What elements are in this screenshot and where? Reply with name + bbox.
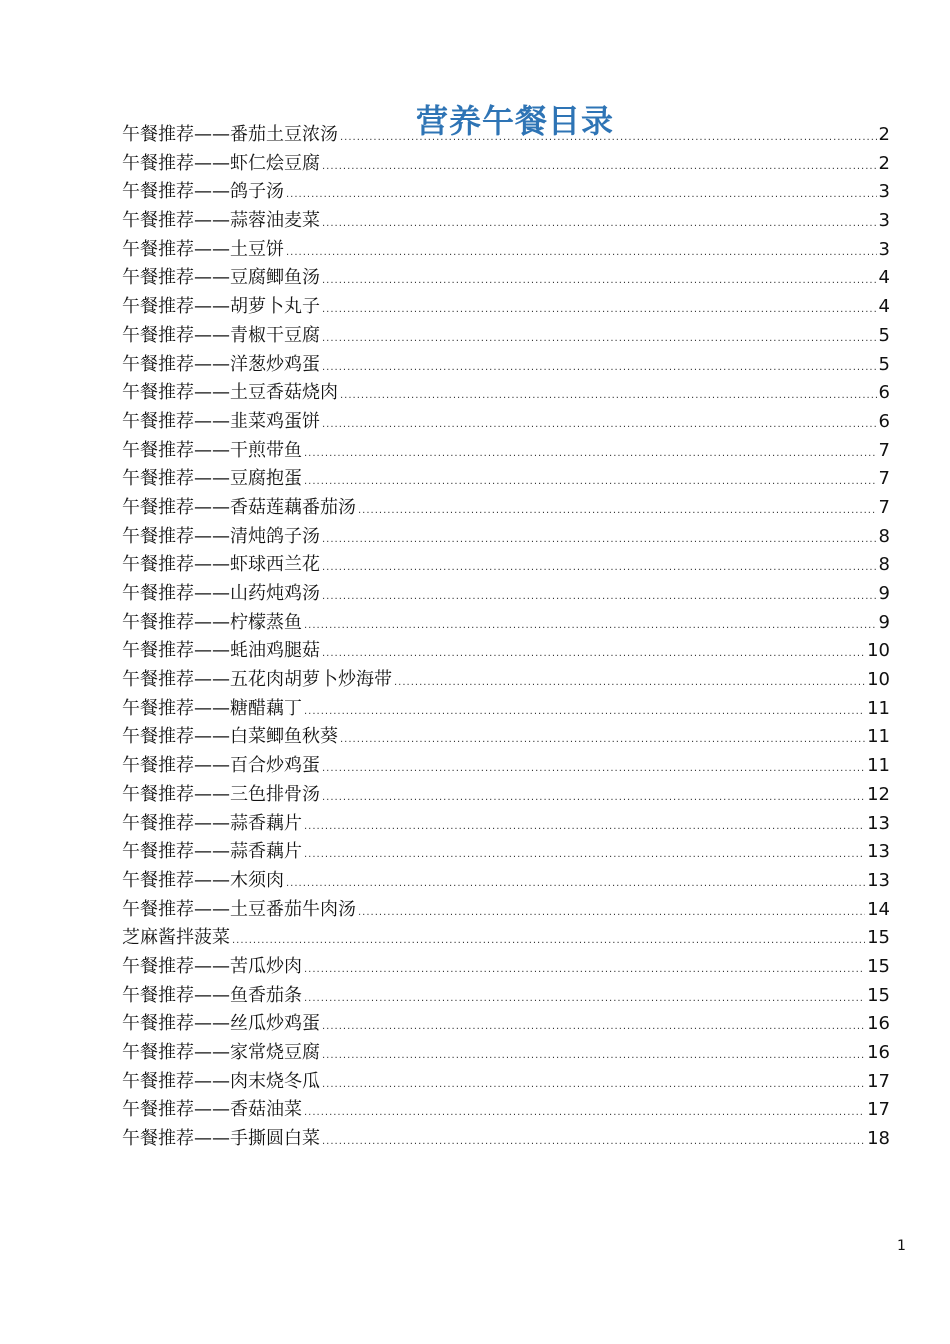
toc-entry[interactable] [122,1125,890,1154]
toc-entry[interactable] [122,723,890,752]
toc-entry-page-number: 11 [867,755,890,777]
toc-entry-page-number: 18 [867,1128,890,1150]
toc-entry[interactable] [122,1096,890,1125]
toc-entry[interactable] [122,637,890,666]
toc-entry-title: 午餐推荐——苦瓜炒肉 [122,955,302,977]
toc-entry-page-number: 5 [878,353,890,375]
page-number: 1 [897,1238,906,1254]
toc-entry-title: 午餐推荐——糖醋藕丁 [122,697,302,719]
toc-entry-title: 午餐推荐——三色排骨汤 [122,783,320,805]
toc-dot-leader [304,985,865,1014]
toc-dot-leader [304,612,877,641]
toc-entry[interactable] [122,293,890,322]
toc-entry[interactable] [122,1068,890,1097]
toc-entry[interactable] [122,924,890,953]
toc-entry-page-number: 8 [878,554,890,576]
toc-dot-leader [358,899,865,928]
toc-entry-page-number: 10 [867,640,890,662]
toc-dot-leader [322,755,865,784]
toc-entry-page-number: 3 [878,181,890,203]
toc-entry[interactable] [122,408,890,437]
toc-dot-leader [304,1099,865,1128]
toc-entry-page-number: 15 [867,955,890,977]
toc-entry[interactable] [122,666,890,695]
toc-entry[interactable] [122,1010,890,1039]
toc-dot-leader [322,296,877,325]
toc-entry-title: 午餐推荐——百合炒鸡蛋 [122,755,320,777]
toc-dot-leader [322,354,877,383]
toc-entry-title: 午餐推荐——蒜蓉油麦菜 [122,210,320,232]
toc-entry-title: 午餐推荐——山药炖鸡汤 [122,583,320,604]
toc-entry-page-number: 2 [878,124,890,145]
toc-entry-page-number: 3 [878,238,890,260]
toc-entry-title: 午餐推荐——清炖鸽子汤 [122,525,320,547]
toc-entry-title: 午餐推荐——香菇莲藕番茄汤 [122,496,356,518]
toc-entry-title: 午餐推荐——韭菜鸡蛋饼 [122,410,320,432]
toc-entry-title: 午餐推荐——土豆番茄牛肉汤 [122,898,356,920]
toc-dot-leader [322,640,865,669]
toc-entry-page-number: 6 [878,410,890,432]
toc-dot-leader [322,526,877,555]
toc-entry-title: 午餐推荐——蒜香藕片 [122,841,302,863]
toc-dot-leader [304,468,877,497]
toc-entry-page-number: 6 [878,382,890,404]
toc-entry-page-number: 15 [867,984,890,1006]
toc-entry[interactable] [122,752,890,781]
toc-dot-leader [394,669,865,698]
toc-entry[interactable] [122,207,890,236]
toc-entry-page-number: 13 [867,812,890,834]
toc-entry-title: 午餐推荐——豆腐抱蛋 [122,468,302,490]
toc-entry-title: 午餐推荐——肉末烧冬瓜 [122,1070,320,1092]
toc-entry[interactable] [122,465,890,494]
toc-dot-leader [304,841,865,870]
toc-dot-leader [286,181,877,210]
toc-entry[interactable] [122,351,890,380]
toc-entry-page-number: 2 [878,152,890,174]
toc-entry[interactable] [122,551,890,580]
toc-dot-leader [304,698,865,727]
toc-entry-page-number: 15 [867,927,890,949]
toc-entry[interactable] [122,236,890,265]
toc-entry[interactable] [122,264,890,293]
toc-dot-leader [286,239,877,268]
toc-entry[interactable] [122,838,890,867]
toc-entry-page-number: 4 [878,296,890,318]
toc-entry[interactable] [122,896,890,925]
toc-dot-leader [340,382,877,411]
toc-dot-leader [304,813,865,842]
toc-dot-leader [304,956,865,985]
toc-entry-page-number: 7 [878,439,890,461]
toc-entry-title: 午餐推荐——虾球西兰花 [122,554,320,576]
toc-entry-title: 午餐推荐——鱼香茄条 [122,984,302,1006]
table-of-contents [122,121,890,1154]
toc-entry-title: 午餐推荐——鸽子汤 [122,181,284,203]
toc-entry[interactable] [122,150,890,179]
toc-entry[interactable] [122,121,890,150]
toc-entry[interactable] [122,379,890,408]
toc-entry-title: 午餐推荐——豆腐鲫鱼汤 [122,267,320,289]
toc-entry-page-number: 12 [867,783,890,805]
toc-entry-title: 芝麻酱拌菠菜 [122,927,230,949]
toc-dot-leader [304,440,877,469]
toc-dot-leader [322,784,865,813]
toc-dot-leader [322,554,877,583]
toc-entry-page-number: 7 [878,468,890,490]
toc-entry-page-number: 17 [867,1070,890,1092]
toc-entry-page-number: 13 [867,841,890,863]
toc-entry[interactable] [122,437,890,466]
toc-entry-page-number: 3 [878,210,890,232]
toc-entry-title: 午餐推荐——白菜鲫鱼秋葵 [122,726,338,748]
toc-entry-title: 午餐推荐——胡萝卜丸子 [122,296,320,318]
toc-entry[interactable] [122,178,890,207]
toc-entry-title: 午餐推荐——土豆香菇烧肉 [122,382,338,404]
toc-entry-title: 午餐推荐——蒜香藕片 [122,812,302,834]
toc-entry-page-number: 9 [878,583,890,604]
toc-dot-leader [322,1042,865,1071]
toc-entry[interactable] [122,867,890,896]
toc-entry[interactable] [122,322,890,351]
toc-entry-title: 午餐推荐——手撕圆白菜 [122,1128,320,1150]
toc-entry-title: 午餐推荐——番茄土豆浓汤 [122,124,338,145]
toc-entry-page-number: 16 [867,1013,890,1035]
toc-entry-page-number: 17 [867,1099,890,1121]
toc-entry-title: 午餐推荐——蚝油鸡腿菇 [122,640,320,662]
toc-entry[interactable] [122,810,890,839]
toc-entry-title: 午餐推荐——虾仁烩豆腐 [122,152,320,174]
toc-entry[interactable] [122,580,890,609]
toc-entry-page-number: 9 [878,611,890,633]
toc-dot-leader [322,1071,865,1100]
toc-dot-leader [322,325,877,354]
toc-entry-title: 午餐推荐——柠檬蒸鱼 [122,611,302,633]
toc-entry-page-number: 16 [867,1042,890,1063]
toc-entry-page-number: 11 [867,726,890,748]
toc-entry-title: 午餐推荐——香菇油菜 [122,1099,302,1121]
toc-entry-page-number: 11 [867,697,890,719]
toc-entry-title: 午餐推荐——洋葱炒鸡蛋 [122,353,320,375]
toc-entry-page-number: 4 [878,267,890,289]
toc-entry-title: 午餐推荐——五花肉胡萝卜炒海带 [122,669,392,691]
toc-dot-leader [286,870,865,899]
toc-entry-title: 午餐推荐——土豆饼 [122,238,284,260]
toc-dot-leader [322,153,877,182]
toc-entry-page-number: 5 [878,324,890,346]
toc-entry-title: 午餐推荐——干煎带鱼 [122,439,302,461]
toc-dot-leader [322,411,877,440]
toc-entry-title: 午餐推荐——木须肉 [122,869,284,891]
toc-entry-title: 午餐推荐——青椒干豆腐 [122,324,320,346]
toc-dot-leader [322,583,877,612]
toc-entry[interactable] [122,1039,890,1068]
toc-dot-leader [340,726,865,755]
toc-entry[interactable] [122,695,890,724]
toc-entry[interactable] [122,953,890,982]
toc-entry-page-number: 8 [878,525,890,547]
toc-dot-leader [322,210,877,239]
toc-entry-page-number: 14 [867,898,890,920]
toc-entry[interactable] [122,494,890,523]
toc-entry-title: 午餐推荐——家常烧豆腐 [122,1042,320,1063]
toc-entry[interactable] [122,781,890,810]
toc-dot-leader [322,1128,865,1157]
toc-dot-leader [322,267,877,296]
toc-entry-page-number: 13 [867,869,890,891]
toc-entry-page-number: 7 [878,496,890,518]
toc-entry[interactable] [122,982,890,1011]
toc-dot-leader [322,1013,865,1042]
toc-entry[interactable] [122,523,890,552]
toc-dot-leader [340,124,877,153]
toc-entry-page-number: 10 [867,669,890,691]
toc-entry[interactable] [122,609,890,638]
toc-dot-leader [232,927,865,956]
toc-dot-leader [358,497,877,526]
page-title: 营养午餐目录 [415,102,614,141]
toc-entry-title: 午餐推荐——丝瓜炒鸡蛋 [122,1013,320,1035]
